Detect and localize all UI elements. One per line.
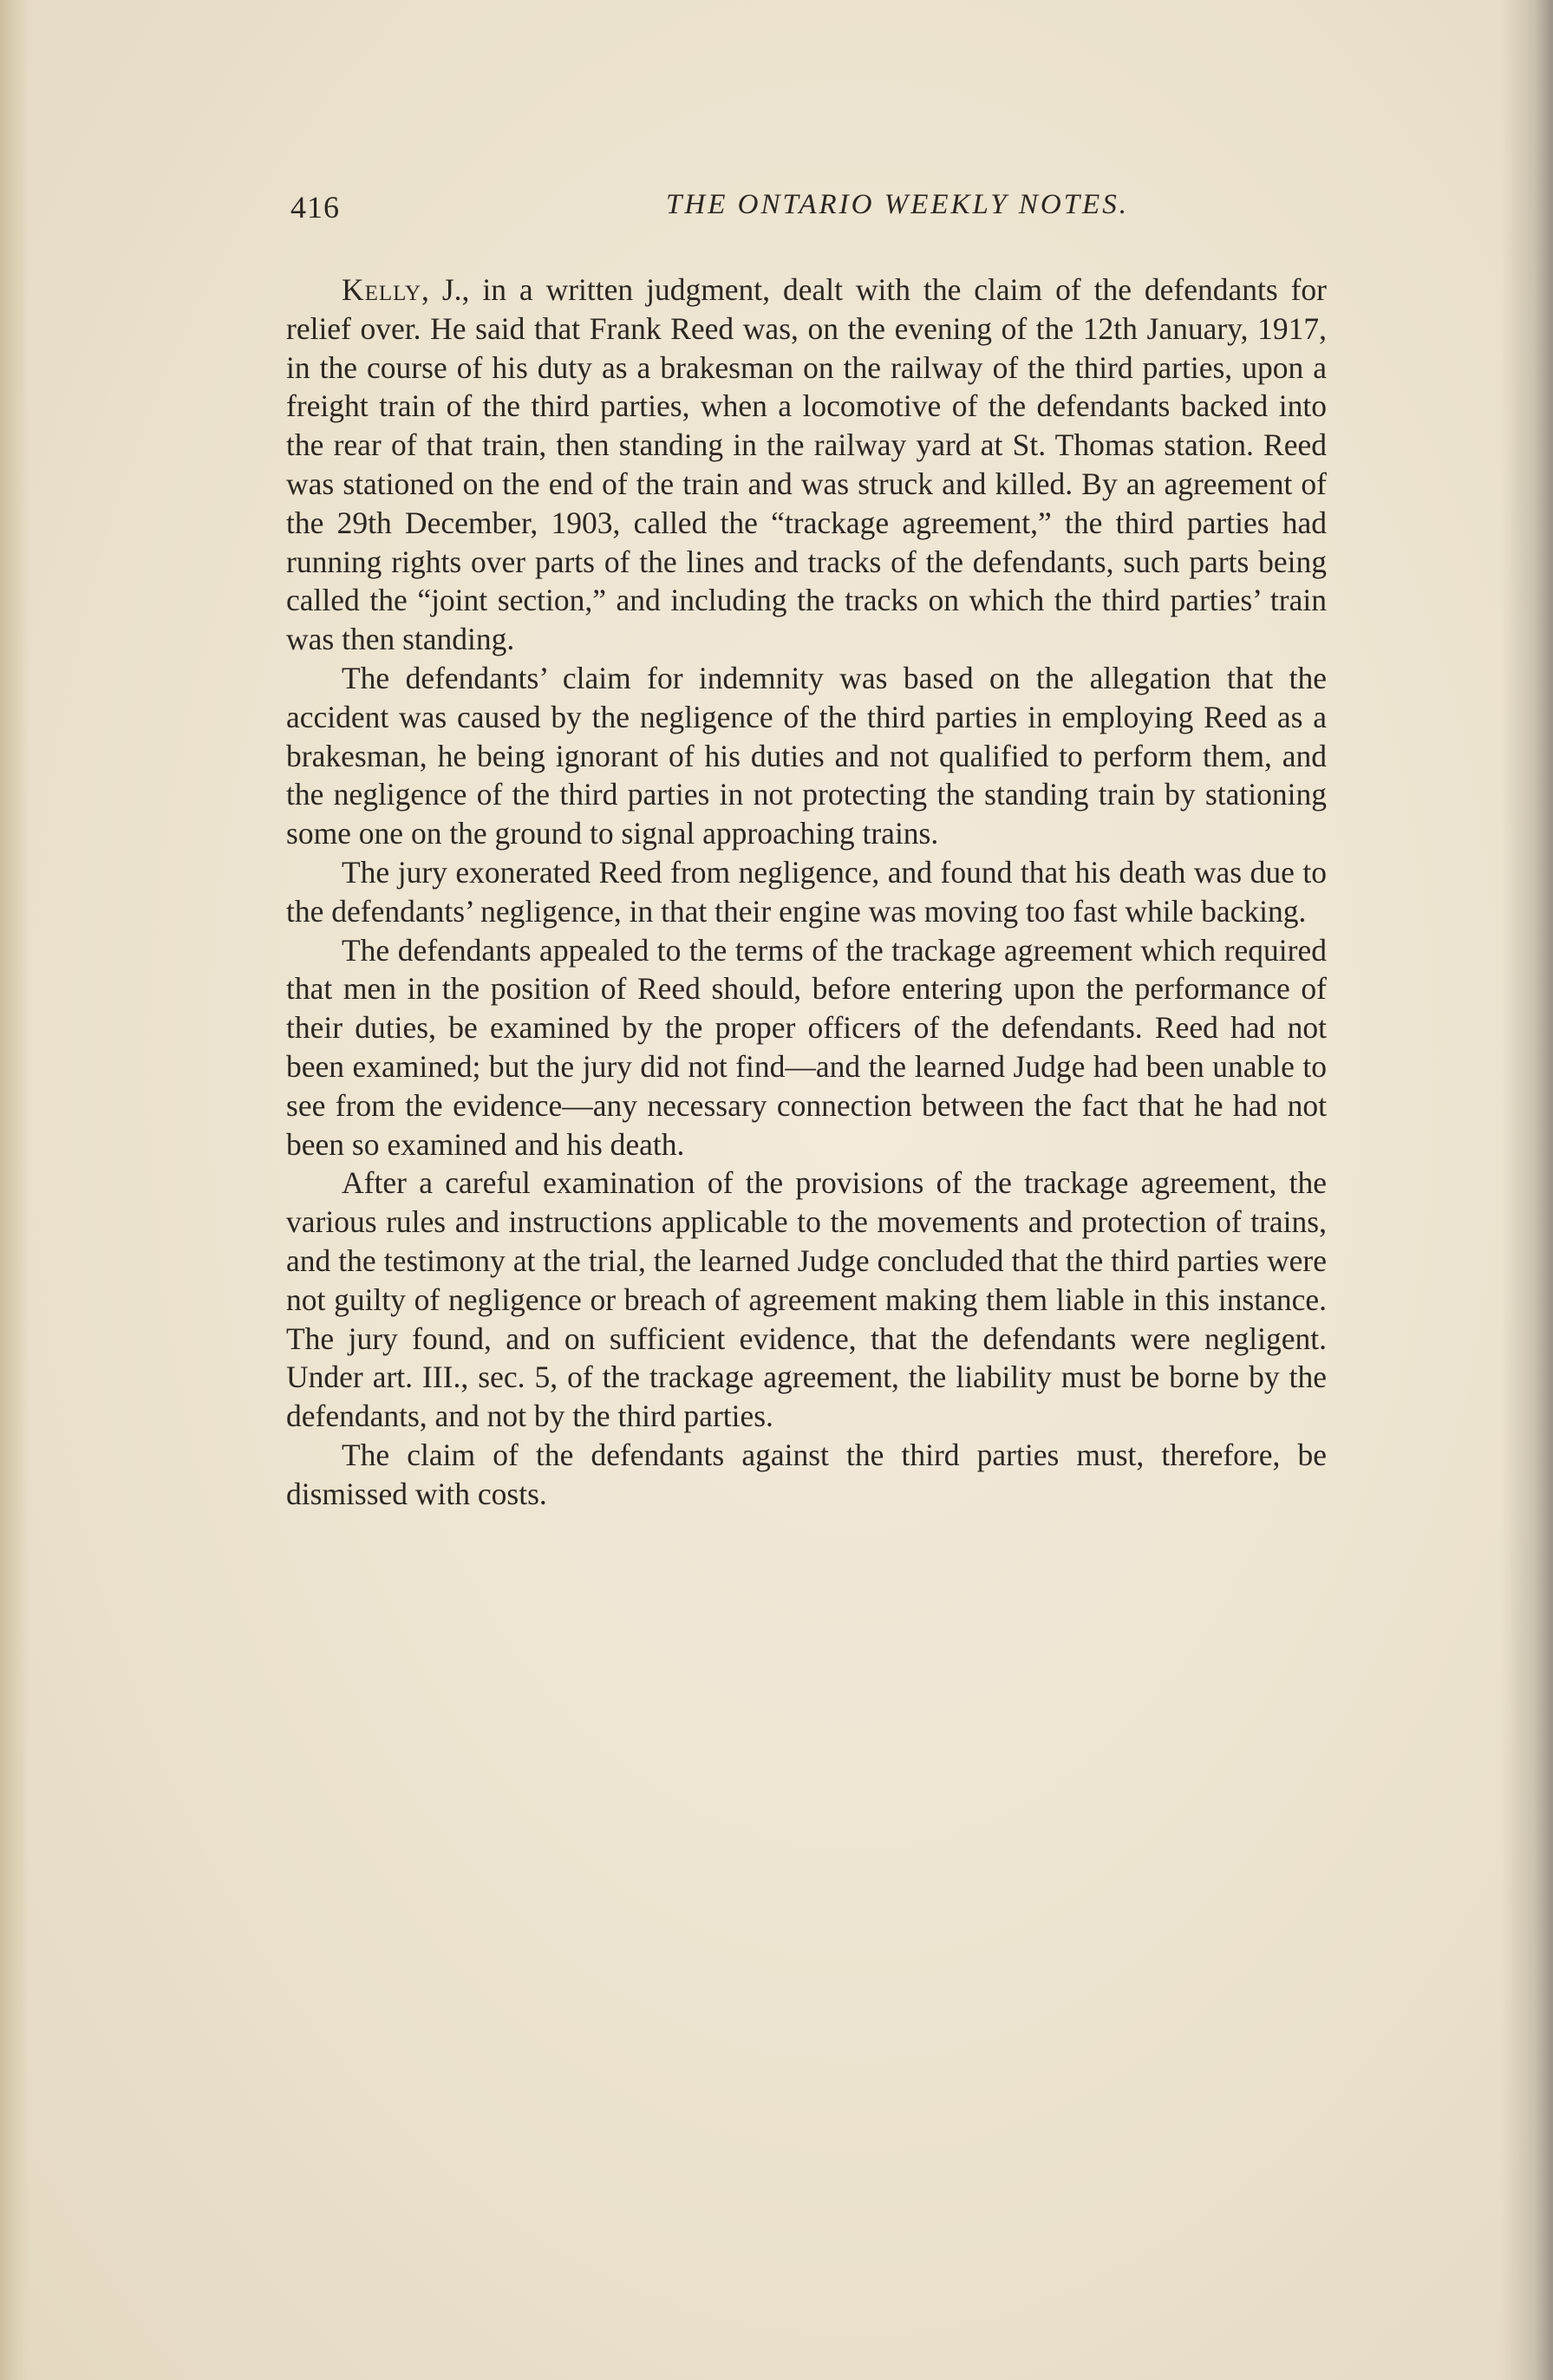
page-number: 416 xyxy=(290,190,340,225)
page-left-edge xyxy=(0,0,29,2380)
paragraph-2: The defendants’ claim for indemnity was based on the allegation that the accident was caused by the negligence of the third parties in employing Reed as a brakesman, he being ignorant of his duties and not qualified to perform them, and the negligence of the third parties in not protecting the standing train by stationing some one on the ground to signal approaching trains. xyxy=(286,660,1327,851)
body-text xyxy=(286,271,1327,1514)
page-right-edge xyxy=(1501,0,1553,2380)
paragraph-4: The defendants appealed to the terms of the trackage agreement which required that men in the position of Reed should, before entering upon the performance of their duties, be examined by the proper officers of the defendants. Reed had not been examined; but the jury did not find—and the learned Judge had been unable to see from the evidence—any necessary connection between the fact that he had not been so examined and his death. xyxy=(286,932,1327,1162)
paragraph-6: The claim of the defendants against the third parties must, therefore, be dismissed with costs. xyxy=(286,1437,1327,1511)
paragraph-1-text: , J., in a written judgment, dealt with the claim of the defendants for relief over. He said that Frank Reed was, on the evening of the 12th January, 1917, in the course of his duty as a brakesman on the railway of the third parties, upon a freight train of the third parties, when a locomotive of the defendants backed into the rear of that train, then standing in the railway yard at St. Thomas station. Reed was stationed on the end of the train and was struck and killed. By an agreement of the 29th December, 1903, called the “trackage agreement,” the third parties had running rights over parts of the lines and tracks of the defendants, such parts being called the “joint section,” and including the tracks on which the third parties’ train was then standing. xyxy=(286,272,1327,657)
paragraph-3: The jury exonerated Reed from negligence, and found that his death was due to the defendants’ negligence, in that their engine was moving too fast while backing. xyxy=(286,854,1327,929)
running-head: THE ONTARIO WEEKLY NOTES. xyxy=(666,189,1129,220)
paragraph-1 xyxy=(286,271,1327,659)
judge-name: Kelly xyxy=(342,272,422,307)
paragraph-5: After a careful examination of the provisions of the trackage agreement, the various rules and instructions applicable to the movements and protection of trains, and the testimony at the trial, the learned Judge concluded that the third parties were not guilty of negligence or breach of agreement making them liable in this instance. The jury found, and on sufficient evidence, that the defendants were negligent. Under art. III., sec. 5, of the trackage agreement, the liability must be borne by the defendants, and not by the third parties. xyxy=(286,1165,1327,1434)
page-header xyxy=(290,189,1331,241)
